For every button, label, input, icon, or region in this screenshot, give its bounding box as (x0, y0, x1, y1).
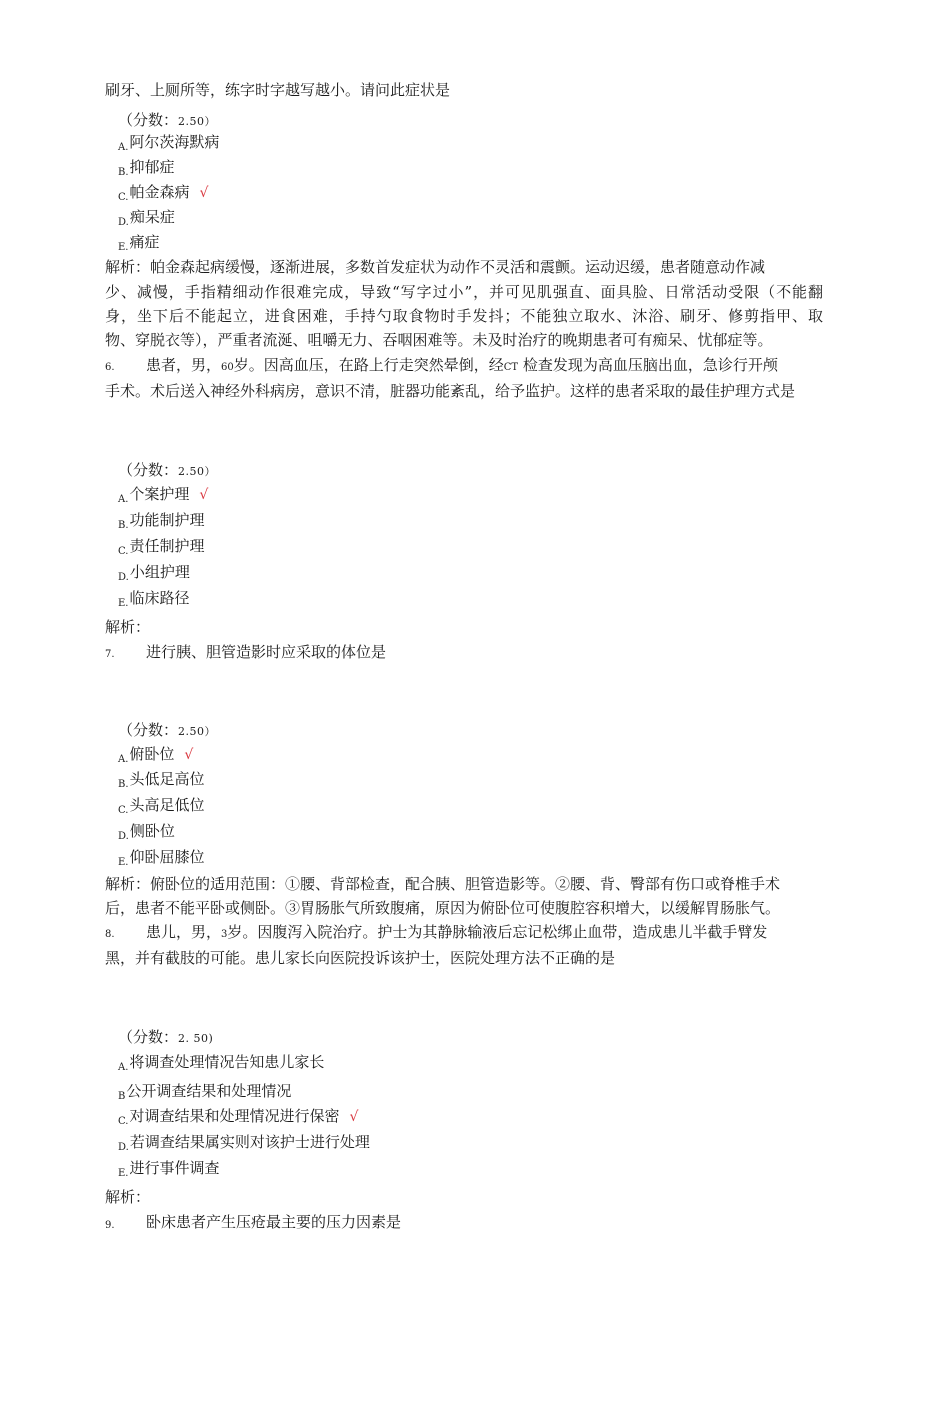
score-label (118, 1027, 213, 1049)
option-1 (118, 769, 205, 795)
question-7-analysis-line-1: 解析：俯卧位的适用范围：①腰、背部检查，配合胰、胆管造影等。②腰、背、臀部有伤口或脊椎手术 (105, 875, 781, 893)
option-letter: E. (118, 1168, 129, 1179)
option-3 (118, 821, 175, 847)
option-letter: A. (118, 494, 129, 505)
score-value: 2.50） (178, 465, 217, 478)
score-text: （分数： (118, 721, 179, 739)
q6-text-c: 检查发现为高血压脑出血，急诊行开颅 (522, 356, 778, 374)
option-letter: C. (118, 192, 129, 203)
option-letter: E. (118, 598, 129, 609)
option-letter: B. (118, 520, 129, 531)
option-4 (118, 1158, 220, 1184)
q6-text-a: 患者，男， (146, 356, 222, 374)
option-letter: D. (118, 1142, 129, 1153)
option-text: 痴呆症 (129, 208, 175, 226)
analysis-line-2: 少、减慢，手指精细动作很难完成，导致“写字过小”，并可见肌强直、面具脸、日常活动受限（不能翻 (105, 283, 823, 301)
correct-check-icon: √ (184, 747, 194, 763)
option-text: 责任制护理 (129, 537, 205, 555)
correct-check-icon: √ (199, 185, 209, 201)
q6-age: 60 (221, 362, 234, 373)
score-text: （分数： (118, 1028, 179, 1046)
option-4 (118, 232, 160, 258)
option-1 (118, 510, 205, 536)
option-2 (118, 1106, 358, 1132)
question-7-number: 7. (105, 649, 115, 660)
option-4 (118, 588, 190, 614)
score-value: 2.50） (178, 115, 217, 128)
question-9-number: 9. (105, 1220, 115, 1231)
score-text: （分数： (118, 111, 179, 129)
score-label (118, 110, 216, 132)
analysis-line-1: 解析：帕金森起病缓慢，逐渐进展，多数首发症状为动作不灵活和震颤。运动迟缓，患者随意动作减 (105, 258, 766, 276)
option-text: 将调查处理情况告知患儿家长 (129, 1053, 325, 1071)
option-letter: C. (118, 805, 129, 816)
question-6-stem-line-1 (146, 355, 778, 378)
option-letter: D. (118, 572, 129, 583)
option-3 (118, 1132, 370, 1158)
option-text: 帕金森病 (129, 183, 190, 201)
question-7-analysis-line-2: 后，患者不能平卧或侧卧。③胃肠胀气所致腹痛，原因为俯卧位可使腹腔容积增大，以缓解胃肠胀气。 (105, 899, 781, 917)
question-6-stem-line-2: 手术。术后送入神经外科病房，意识不清，脏器功能紊乱，给予监护。这样的患者采取的最佳护理方式是 (105, 382, 796, 400)
option-2 (118, 795, 205, 821)
option-text: 俯卧位 (129, 745, 175, 763)
option-2 (118, 536, 205, 562)
question-5-stem-tail: 刷牙、上厕所等，练字时字越写越小。请问此症状是 (105, 81, 451, 99)
option-text: 仰卧屈膝位 (129, 848, 205, 866)
correct-check-icon: √ (349, 1109, 359, 1125)
option-1 (118, 1081, 291, 1107)
question-8-stem-line-2: 黑，并有截肢的可能。患儿家长向医院投诉该护士，医院处理方法不正确的是 (105, 949, 616, 967)
q6-ct: CT (503, 362, 519, 373)
option-text: 头低足高位 (129, 770, 205, 788)
option-letter: B (118, 1091, 126, 1102)
question-6-number: 6. (105, 362, 115, 373)
option-text: 功能制护理 (129, 511, 205, 529)
question-7-stem: 进行胰、胆管造影时应采取的体位是 (146, 643, 387, 661)
option-3 (118, 562, 190, 588)
option-4 (118, 847, 205, 873)
option-letter: B. (118, 167, 129, 178)
option-3 (118, 207, 175, 233)
option-text: 小组护理 (129, 563, 190, 581)
option-1 (118, 157, 175, 183)
option-text: 阿尔茨海默病 (129, 133, 220, 151)
question-9-stem: 卧床患者产生压疮最主要的压力因素是 (146, 1213, 402, 1231)
option-0 (118, 484, 208, 510)
option-text: 若调查结果属实则对该护士进行处理 (129, 1133, 370, 1151)
score-label (118, 720, 216, 742)
option-text: 个案护理 (129, 485, 190, 503)
option-text: 侧卧位 (129, 822, 175, 840)
q8-age: 3 (221, 929, 228, 940)
correct-check-icon: √ (199, 487, 209, 503)
option-text: 痛症 (129, 233, 160, 251)
option-text: 对调查结果和处理情况进行保密 (129, 1107, 340, 1125)
question-6-analysis: 解析： (105, 618, 151, 636)
option-text: 进行事件调查 (129, 1159, 220, 1177)
analysis-line-3: 身，坐下后不能起立，进食困难，手持勺取食物时手发抖；不能独立取水、沐浴、刷牙、修剪指甲、取 (105, 307, 823, 325)
option-2 (118, 182, 208, 208)
option-letter: A. (118, 754, 129, 765)
analysis-line-4: 物、穿脱衣等），严重者流涎、咀嚼无力、吞咽困难等。未及时治疗的晚期患者可有痴呆、忧郁症等。 (105, 331, 773, 349)
option-text: 头高足低位 (129, 796, 205, 814)
option-letter: D. (118, 217, 129, 228)
score-value: 2.50） (178, 725, 217, 738)
q6-text-b: 岁。因高血压，在路上行走突然晕倒，经 (233, 356, 504, 374)
question-8-analysis: 解析： (105, 1188, 151, 1206)
option-letter: B. (118, 779, 129, 790)
question-8-number: 8. (105, 929, 115, 940)
option-0 (118, 132, 219, 158)
q8-text-a: 患儿，男， (146, 923, 222, 941)
option-letter: E. (118, 242, 129, 253)
option-letter: C. (118, 546, 129, 557)
option-letter: D. (118, 831, 129, 842)
option-0 (118, 744, 193, 770)
option-letter: C. (118, 1116, 129, 1127)
score-value: 2. 50) (178, 1032, 214, 1045)
option-letter: A. (118, 142, 129, 153)
option-letter: A. (118, 1062, 129, 1073)
option-text: 临床路径 (129, 589, 190, 607)
option-text: 抑郁症 (129, 158, 175, 176)
option-0 (118, 1052, 324, 1078)
option-letter: E. (118, 857, 129, 868)
question-8-stem-line-1 (146, 922, 767, 945)
option-text: 公开调查结果和处理情况 (126, 1082, 292, 1100)
q8-text-b: 岁。因腹泻入院治疗。护士为其静脉输液后忘记松绑止血带，造成患儿半截手臂发 (227, 923, 768, 941)
score-text: （分数： (118, 461, 179, 479)
score-label (118, 460, 216, 482)
